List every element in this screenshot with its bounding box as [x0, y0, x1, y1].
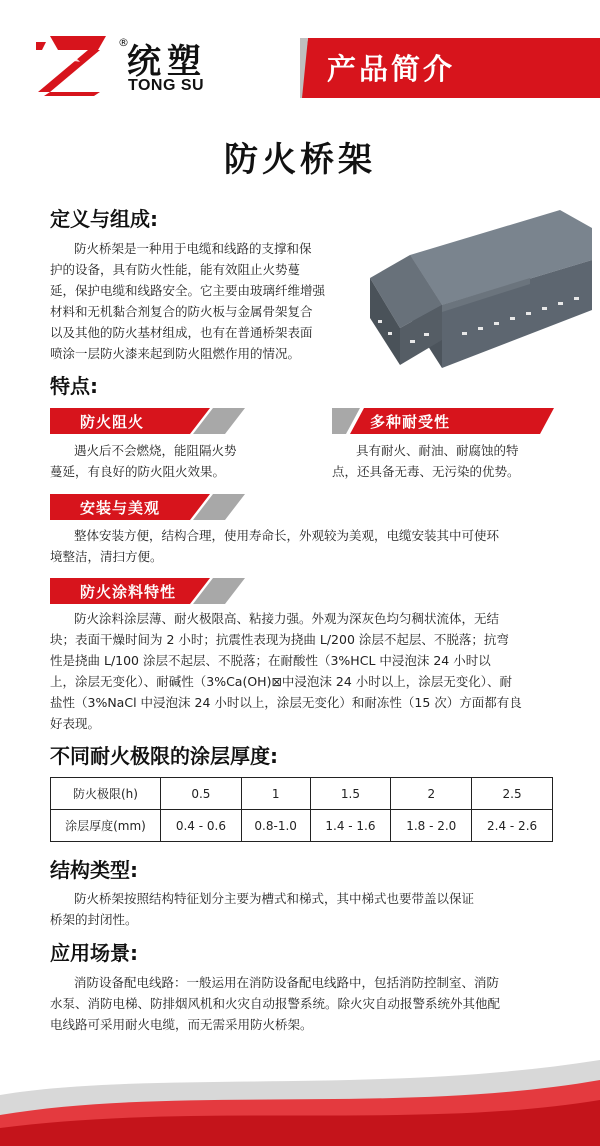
table-cell: 0.5: [161, 778, 242, 810]
page-title: 防火桥架: [224, 140, 376, 180]
structure-heading: 结构类型:: [50, 858, 138, 882]
tag-coating: [50, 578, 245, 604]
brand-name-en: TONG SU: [128, 77, 205, 94]
definition-line: 延，保护电缆和线路安全。它主要由玻璃纤维增强: [50, 283, 326, 298]
coating-line: 好表现。: [50, 716, 101, 731]
registered-mark: ®: [118, 36, 129, 49]
application-text: [50, 972, 555, 1035]
table-row: [51, 778, 553, 810]
cable-tray-image: [370, 200, 592, 368]
fire-resist-line: 蔓延，有良好的防火阻火效果。: [50, 464, 226, 479]
table-cell: 2: [391, 778, 472, 810]
definition-line: 以及其他的防火基材组成，也有在普通桥架表面: [50, 325, 313, 340]
header: [0, 0, 600, 110]
table-cell: 1: [241, 778, 310, 810]
fire-resist-text: [50, 440, 310, 482]
tag-install-label: 安装与美观: [80, 499, 161, 517]
definition-text: [50, 238, 370, 364]
brand-name-cn: 统塑: [127, 42, 207, 82]
tag-fire-resist-label: 防火阻火: [80, 413, 145, 431]
install-line: 境整洁，清扫方便。: [50, 549, 163, 564]
header-banner-text: 产品简介: [327, 52, 456, 86]
table-cell: 1.8 - 2.0: [391, 810, 472, 842]
install-text: [50, 525, 555, 567]
table-cell: 涂层厚度(mm): [51, 810, 161, 842]
structure-text: [50, 888, 555, 930]
multi-resist-text: [332, 440, 562, 482]
table-cell: 2.4 - 2.6: [472, 810, 553, 842]
application-line: 电线路可采用耐火电缆，而无需采用防火桥架。: [50, 1017, 313, 1032]
thickness-table: [50, 777, 553, 842]
install-line: 整体安装方便，结构合理，使用寿命长，外观较为美观，电缆安装其中可使环: [74, 528, 500, 543]
table-cell: 1.5: [310, 778, 391, 810]
fire-resist-line: 遇火后不会燃烧，能阻隔火势: [74, 443, 237, 458]
application-heading: 应用场景:: [50, 941, 138, 965]
definition-heading: 定义与组成:: [50, 207, 158, 231]
structure-line: 桥架的封闭性。: [50, 912, 138, 927]
table-row: [51, 810, 553, 842]
definition-line: 喷涂一层防火漆来起到防火阻燃作用的情况。: [50, 346, 301, 361]
features-heading: 特点:: [50, 374, 98, 398]
coating-line: 盐性（3%NaCl 中浸泡沫 24 小时以上，涂层无变化）和耐冻性（15 次）方面都有良: [50, 695, 522, 710]
multi-resist-line: 点，还具备无毒、无污染的优势。: [332, 464, 520, 479]
table-cell: 防火极限(h): [51, 778, 161, 810]
coating-line: 性是挠曲 L/100 涂层不起层、不脱落；在耐酸性（3%HCL 中浸泡沫 24 小时以: [50, 653, 491, 668]
coating-line: 块；表面干燥时间为 2 小时；抗震性表现为挠曲 L/200 涂层不起层、不脱落；抗弯: [50, 632, 509, 647]
definition-line: 防火桥架是一种用于电缆和线路的支撑和保: [74, 241, 312, 256]
brand-logo-icon: [36, 36, 106, 96]
coating-line: 上，涂层无变化）、耐碱性（3%Ca(OH)⊠中浸泡沫 24 小时以上，涂层无变化）、耐: [50, 674, 513, 689]
tag-multi-resist-label: 多种耐受性: [370, 413, 451, 431]
multi-resist-line: 具有耐火、耐油、耐腐蚀的特: [356, 443, 519, 458]
tag-install: [50, 494, 245, 520]
table-cell: 2.5: [472, 778, 553, 810]
coating-line: 防火涂料涂层薄、耐火极限高、粘接力强。外观为深灰色均匀稠状流体，无结: [74, 611, 500, 626]
coating-text: [50, 608, 555, 734]
thickness-heading: 不同耐火极限的涂层厚度:: [50, 744, 278, 768]
application-line: 消防设备配电线路：一般运用在消防设备配电线路中，包括消防控制室、消防: [74, 975, 500, 990]
application-line: 水泵、消防电梯、防排烟风机和火灾自动报警系统。除火灾自动报警系统外其他配: [50, 996, 501, 1011]
definition-line: 材料和无机黏合剂复合的防火板与金属骨架复合: [50, 304, 313, 319]
table-cell: 0.8-1.0: [241, 810, 310, 842]
tag-coating-label: 防火涂料特性: [80, 583, 177, 601]
structure-line: 防火桥架按照结构特征划分主要为槽式和梯式，其中梯式也要带盖以保证: [74, 891, 475, 906]
table-cell: 1.4 - 1.6: [310, 810, 391, 842]
tag-multi-resist: [332, 408, 554, 434]
tag-fire-resist: [50, 408, 245, 434]
table-cell: 0.4 - 0.6: [161, 810, 242, 842]
footer-decoration: [0, 1040, 600, 1146]
definition-line: 护的设备，具有防火性能，能有效阻止火势蔓: [50, 262, 301, 277]
